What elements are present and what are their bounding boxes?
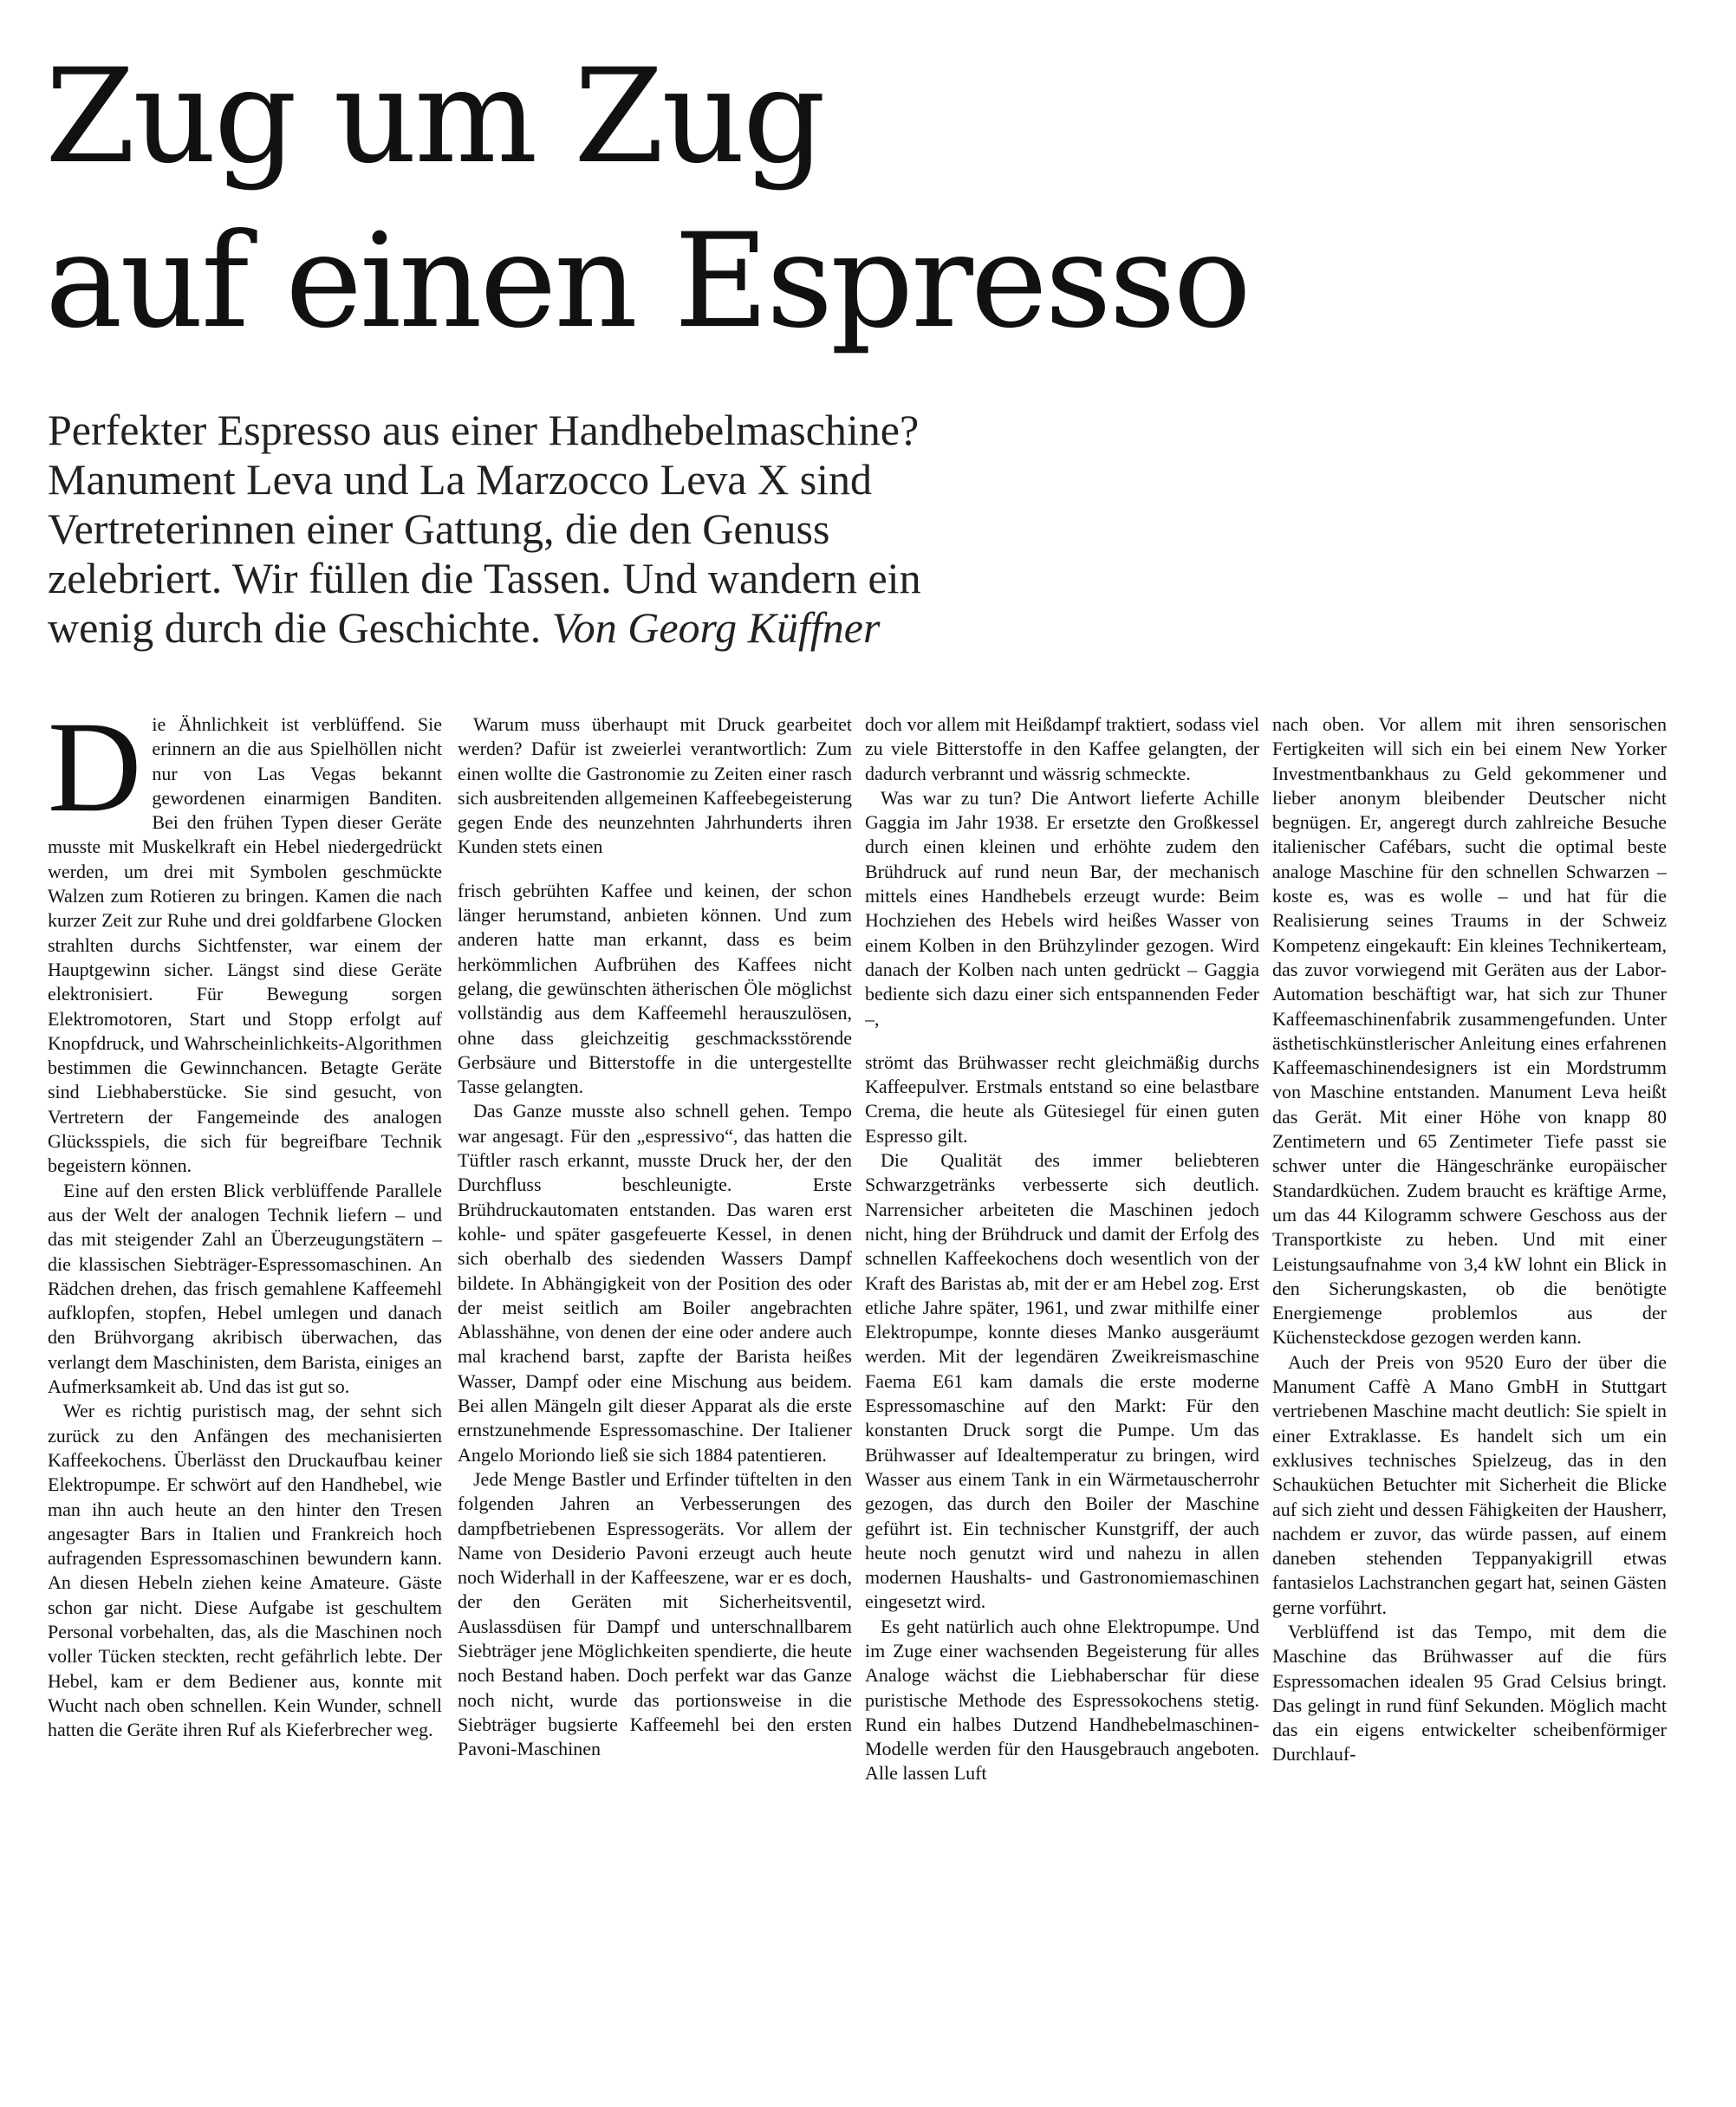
article-body [0, 712, 1736, 2099]
paragraph: frisch gebrühten Kaffee und keinen, der schon länger herumstand, anbieten können. Und zum anderen hatte man erkannt, dass es beim herkömmlichen Aufbrühen des Kaffees nicht gelang, die gewünschten ätherischen Öle möglichst vollständig aus dem Kaffeemehl herauszulösen, ohne dass gleichzeitig geschmacksstörende Gerbsäure und Bitterstoffe in die untergestellte Tasse gelangten. [458, 879, 852, 1098]
paragraph: Die Qualität des immer beliebteren Schwarzgetränks verbesserte sich deutlich. Narrensicher arbeiteten die Maschinen jedoch nicht, hing der Brühdruck und damit der Erfolg des schnellen Kaffeekochens doch wesentlich von der Kraft des Baristas ab, mit der er am Hebel zog. Erst etliche Jahre später, 1961, und zwar mithilfe einer Elektropumpe, konnte dieses Manko ausgeräumt werden. Mit der legendären Zweikreismaschine Faema E61 kam damals die erste moderne Espressomaschine auf den Markt: Für den konstanten Druck sorgt die Pumpe. Um das Brühwasser auf Idealtemperatur zu bringen, wird Wasser aus einem Tank in ein Wärmetauscherrohr gezogen, das durch den Boiler der Maschine geführt ist. Ein technischer Kunstgriff, der auch heute noch genutzt wird und nahezu in allen modernen Haushalts- und Gastronomiemaschinen eingesetzt wird. [865, 1149, 1259, 1613]
paragraph: Auch der Preis von 9520 Euro der über die Manument Caffè A Mano GmbH in Stuttgart vertriebenen Maschine macht deutlich: Sie spielt in einer Extraklasse. Es handelt sich um ein exklusives technisches Spielzeug, das in den Schauküchen Betuchter mit Sicherheit die Blicke auf sich zieht und dessen Fähigkeiten der Hausherr, nachdem er zuvor, das würde passen, auf einem daneben stehenden Teppanyakigrill etwas fantasielos Lachstranchen gegart hat, seinen Gästen gerne vorführt. [1272, 1350, 1667, 1618]
paragraph: Das Ganze musste also schnell gehen. Tempo war angesagt. Für den „espressivo“, das hatten die Tüftler rasch erkannt, musste Druck her, der den Durchfluss beschleunigte. Erste Brühdruckautomaten entstanden. Das waren erst kohle- und später gasgefeuerte Kessel, in denen sich oberhalb des siedenden Wassers Dampf bildete. In Abhängigkeit von der Position des oder der meist seitlich am Boiler angebrachten Ablasshähne, von denen der eine oder andere auch mal krachend barst, zapfte der Barista heißes Wasser, Dampf oder eine Mischung aus beidem. Bei allen Mängeln gilt dieser Apparat als die erste ernstzunehmende Espressomaschine. Der Italiener Angelo Moriondo ließ sie sich 1884 patentieren. [458, 1100, 852, 1466]
paragraph: Was war zu tun? Die Antwort lieferte Achille Gaggia im Jahr 1938. Er ersetzte den Großkessel durch einen kleinen und erhöhte zudem den Brühdruck auf rund neun Bar, der mechanisch mittels eines Handhebels erzeugt wurde: Beim Hochziehen des Hebels wird heißes Wasser von einem Kolben in den Brühzylinder gezogen. Wird danach der Kolben nach unten gedrückt – Gaggia bediente sich dazu einer sich entspannenden Feder –, [865, 786, 1259, 1030]
paragraph: Warum muss überhaupt mit Druck gearbeitet werden? Dafür ist zweierlei verantwortlich: Zum einen wollte die Gastronomie zu Zeiten einer rasch sich ausbreitenden allgemeinen Kaffeebegeisterung gegen Ende des neunzehnten Jahrhunderts ihren Kunden stets einen [458, 713, 852, 858]
headline [45, 35, 1345, 364]
headline-line-2: auf einen Espresso [45, 206, 1249, 357]
drop-cap: D [48, 712, 142, 839]
deck-last-line [48, 603, 1174, 653]
paragraph: Eine auf den ersten Blick verblüffende Parallele aus der Welt der analogen Technik liefern – und das mit steigender Zahl an Überzeugungstätern – die klassischen Siebträger-Espressomaschinen. An Rädchen drehen, das frisch gemahlene Kaffeemehl aufklopfen, stopfen, Hebel umlegen und danach den Brühvorgang akribisch überwachen, das verlangt dem Maschinisten, dem Barista, einiges an Aufmerksamkeit ab. Und das ist gut so. [48, 1179, 442, 1398]
column-2 [458, 712, 852, 2091]
paragraph: Verblüffend ist das Tempo, mit dem die Maschine das Brühwasser auf die fürs Espressomachen idealen 95 Grad Celsius bringt. Das gelingt in rund fünf Sekunden. Möglich macht das ein eigens entwickelter scheibenförmiger Durchlauf- [1272, 1620, 1667, 1766]
paragraph [48, 712, 442, 1179]
column-4 [1272, 712, 1667, 2091]
paragraph: Jede Menge Bastler und Erfinder tüftelten in den folgenden Jahren an Verbesserungen des dampfbetriebenen Espressogeräts. Vor allem der Name von Desiderio Pavoni erzeugt auch heute noch Widerhall in der Kaffeeszene, war er es doch, der den Geräten mit Sicherheitsventil, Auslassdüsen für Dampf und unterschnallbarem Siebträger jene Möglichkeiten spendierte, die heute noch Bestand haben. Doch perfekt war das Ganze noch nicht, wurde das portionsweise in die Siebträger bugsierte Kaffeemehl bei den ersten Pavoni-Maschinen [458, 1467, 852, 1760]
paragraph: Wer es richtig puristisch mag, der sehnt sich zurück zu den Anfängen des mechanisierten Kaffeekochens. Überlässt den Druckaufbau keiner Elektropumpe. Er schwört auf den Handhebel, wie man ihn auch heute an den hinter den Tresen angesagter Bars in Italien und Frankreich hoch aufragenden Espressomaschinen bewundern kann. An diesen Hebeln ziehen keine Amateure. Gäste schon gar nicht. Diese Aufgabe ist geschultem Personal vorbehalten, das, als die Maschinen noch voller Tücken steckten, recht gefährlich lebte. Der Hebel, kam er dem Bediener aus, konnte mit Wucht nach oben schnellen. Kein Wunder, schnell hatten die Geräte ihren Ruf als Kieferbrecher weg. [48, 1400, 442, 1741]
paragraph: doch vor allem mit Heißdampf traktiert, sodass viel zu viele Bitterstoffe in den Kaffee gelangten, der dadurch verbrannt und wässrig schmeckte. [865, 713, 1259, 784]
paragraph: nach oben. Vor allem mit ihren sensorischen Fertigkeiten will sich ein bei einem New Yorker Investmentbankhaus zu Geld gekommener und lieber anonym bleibender Deutscher nicht begnügen. Er, angeregt durch zahlreiche Besuche italienischer Cafébars, sucht die optimal beste analoge Maschine für den schnellen Schwarzen – koste es, was es wolle – und hat für die Realisierung seines Traums in der Schweiz Kompetenz eingekauft: Ein kleines Technikerteam, das zuvor vorwiegend mit Geräten aus der Labor-Automation beschäftigt war, hat sich zur Thuner Kaffeemaschinenfabrik zusammengefunden. Unter ästhetischkünstlerischer Anleitung eines erfahrenen Kaffeemaschinendesigners ist ein Mordstrumm von Maschine entstanden. Manument Leva heißt das Gerät. Mit einer Höhe von knapp 80 Zentimetern und 65 Zentimeter Tiefe passt sie schwer unter die Hängeschränke europäischer Standardküchen. Zudem braucht es kräftige Arme, um das 44 Kilogramm schwere Geschoss aus der Transportkiste zu heben. Und mit einer Leistungsaufnahme von 3,4 kW lohnt ein Blick in den Sicherungskasten, ob die benötigte Energiemenge problemlos aus der Küchensteckdose gezogen werden kann. [1272, 713, 1667, 1349]
deck [48, 406, 1174, 653]
deck-line: Perfekter Espresso aus einer Handhebelmaschine? [48, 406, 920, 454]
column-3 [865, 712, 1259, 2091]
headline-line-1: Zug um Zug [45, 42, 823, 192]
byline: Von Georg Küffner [551, 603, 881, 652]
column-1 [48, 712, 442, 2091]
paragraph-text: ie Ähnlichkeit ist verblüffend. Sie erinnern an die aus Spielhöllen nicht nur von Las Vegas bekannt gewordenen einarmigen Banditen. Bei den frühen Typen dieser Geräte musste mit Muskelkraft ein Hebel niedergedrückt werden, um drei mit Symbolen geschmückte Walzen zum Rotieren zu bringen. Kamen die nach kurzer Zeit zur Ruhe und drei goldfarbene Glocken strahlten durchs Sichtfenster, war einem der Hauptgewinn sicher. Längst sind diese Geräte elektronisiert. Für Bewegung sorgen Elektromotoren, Start und Stopp erfolgt auf Knopfdruck, und Wahrscheinlichkeits-Algorithmen bestimmen die Gewinnchancen. Betagte Geräte sind Liebhaberstücke. Sie sind gesucht, von Vertretern der Fangemeinde des analogen Glücksspiels, die sich für begreifbare Technik begeistern können. [48, 713, 442, 1177]
deck-line: zelebriert. Wir füllen die Tassen. Und wandern ein [48, 554, 921, 602]
deck-line: Vertreterinnen einer Gattung, die den Genuss [48, 504, 830, 553]
paragraph: strömt das Brühwasser recht gleichmäßig durchs Kaffeepulver. Erstmals entstand so eine belastbare Crema, die heute als Gütesiegel für einen guten Espresso gilt. [865, 1050, 1259, 1147]
deck-line: wenig durch die Geschichte. [48, 603, 542, 652]
deck-line: Manument Leva und La Marzocco Leva X sind [48, 455, 873, 504]
paragraph: Es geht natürlich auch ohne Elektropumpe. Und im Zuge einer wachsenden Begeisterung für alles Analoge wächst die Liebhaberschar für diese puristische Methode des Espressokochens stetig. Rund ein halbes Dutzend Handhebelmaschinen-Modelle werden für den Hausgebrauch angeboten. Alle lassen Luft [865, 1615, 1259, 1785]
